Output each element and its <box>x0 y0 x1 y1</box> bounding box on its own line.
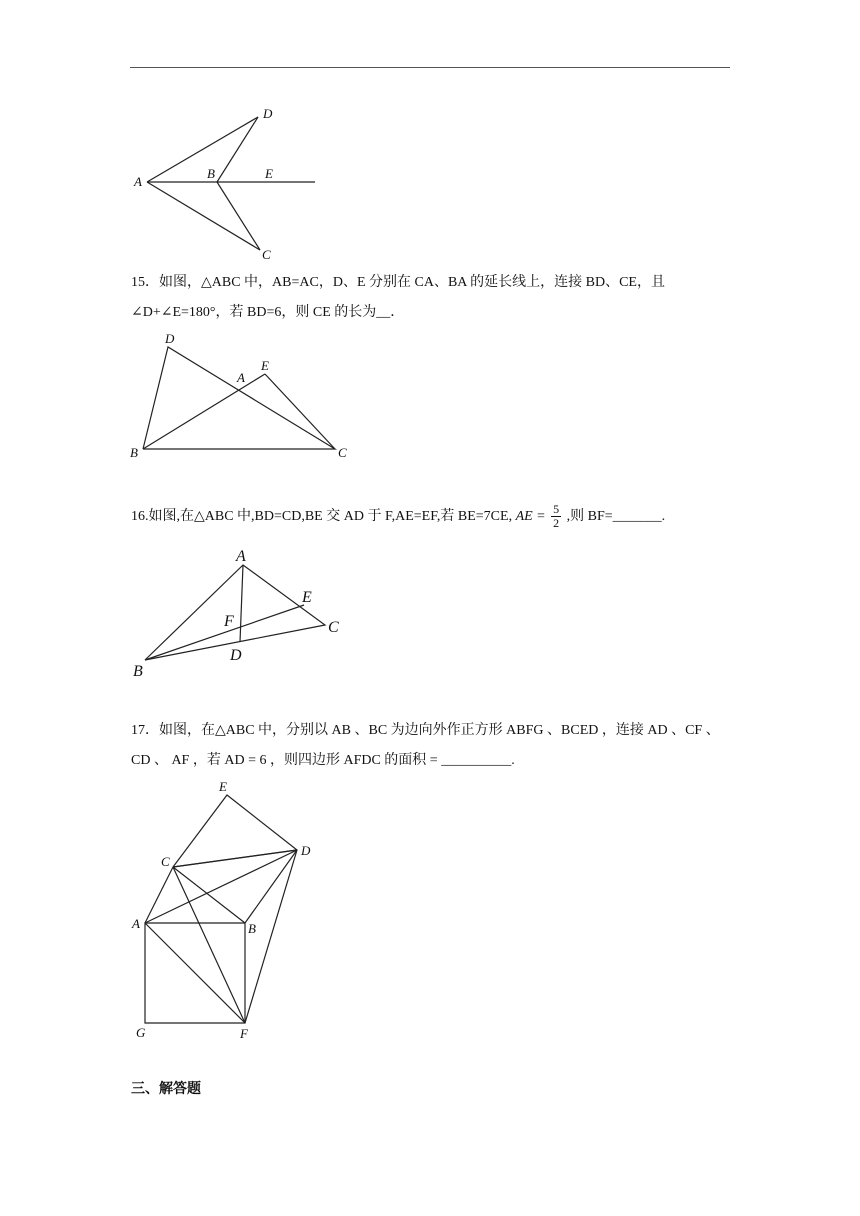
fraction-numerator: 5 <box>553 502 560 517</box>
label-b: B <box>130 445 138 460</box>
label-e: E <box>219 779 227 794</box>
label-a: A <box>236 548 246 565</box>
label-f: F <box>224 613 234 630</box>
segment-cb <box>173 867 245 923</box>
label-f: F <box>240 1026 248 1041</box>
segment-df <box>245 850 297 1023</box>
label-c: C <box>338 445 347 460</box>
label-b: B <box>248 921 256 936</box>
segment-cf <box>173 867 245 1023</box>
section-title: 三、解答题 <box>131 1081 201 1097</box>
label-e: E <box>265 166 273 181</box>
label-d: D <box>301 843 311 858</box>
question-15-line2: ∠D+∠E=180°，若 BD=6，则 CE 的长为__． <box>131 305 405 320</box>
label-a: A <box>132 916 140 931</box>
question-16-text-before: 16.如图,在△ABC 中,BD=CD,BE 交 AD 于 F,AE=EF,若 BE=7CE, <box>131 509 513 524</box>
label-d: D <box>165 331 175 346</box>
label-a: A <box>134 174 142 189</box>
question-17-line2: CD 、 AF ，若 AD = 6 ，则四边形 AFDC 的面积 = __________. <box>131 753 515 768</box>
label-c: C <box>161 854 170 869</box>
label-g: G <box>136 1025 146 1040</box>
label-b: B <box>133 663 143 680</box>
fraction-denominator: 2 <box>553 516 560 531</box>
label-c: C <box>262 247 271 262</box>
segment-ac <box>145 867 173 923</box>
question-15-line1: 15．如图，△ABC 中，AB=AC，D、E 分别在 CA、BA 的延长线上，连接 BD、CE，且 <box>131 275 665 290</box>
label-a: A <box>237 370 245 385</box>
label-c: C <box>328 619 339 636</box>
question-16-text-after: ,则 BF=_______. <box>566 509 666 524</box>
label-d: D <box>263 106 273 121</box>
question-17-line1: 17．如图，在△ABC 中，分别以 AB 、BC 为边向外作正方形 ABFG 、BCED ，连接 AD 、CF 、 <box>131 723 720 738</box>
question-16-ae: AE = <box>515 509 546 524</box>
label-e: E <box>302 589 312 606</box>
label-e: E <box>261 358 269 373</box>
segment-af <box>145 923 245 1023</box>
label-d: D <box>230 647 242 664</box>
label-b: B <box>207 166 215 181</box>
